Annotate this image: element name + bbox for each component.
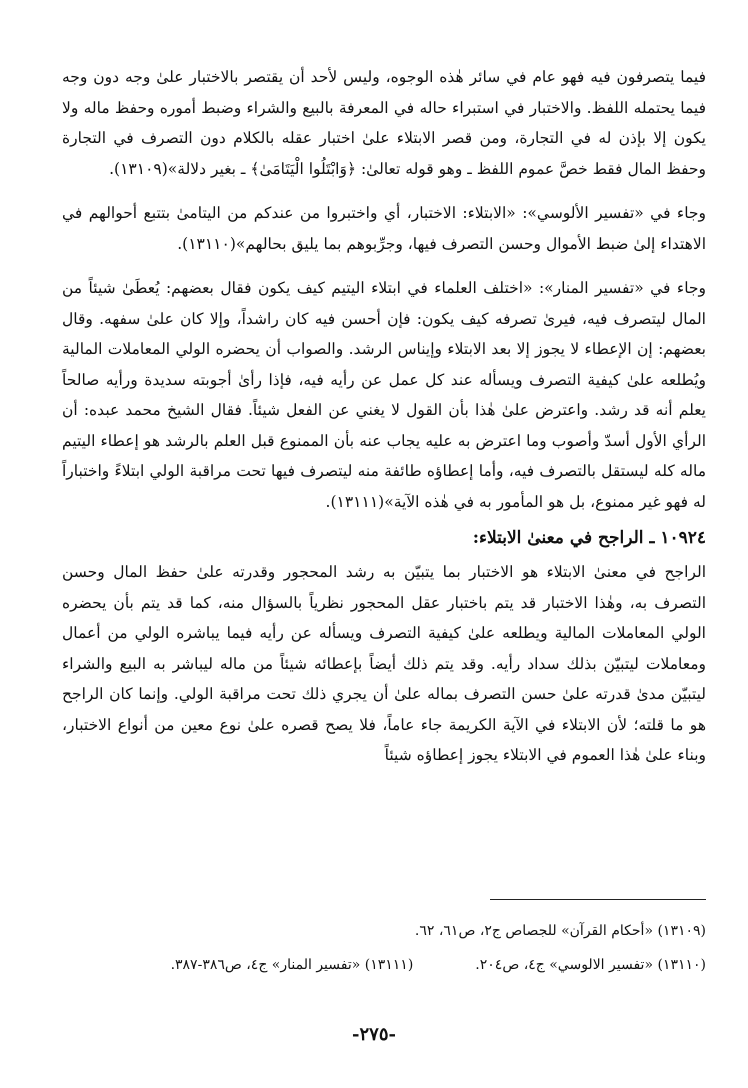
footnote-divider bbox=[490, 899, 706, 900]
paragraph-preferred-opinion: الراجح في معنىٰ الابتلاء هو الاختبار بما يتبيّن به رشد المحجور وقدرته علىٰ حفظ المال وحسن التصرف به، وهٰذا الاختبار قد يتم باختبار عقل المحجور نظرياً بالسؤال منه، كما قد يتم بأن يحضره الولي المعاملات المالية ويطلعه علىٰ كيفية التصرف ويسأله عن رأيه فيما يباشره الولي من أعمال ومعاملات ليتبيّن بذلك سداد رأيه. وقد يتم ذلك أيضاً بإعطائه شيئاً من ماله ليباشر به البيع والشراء ليتبيّن مدىٰ قدرته علىٰ حسن التصرف بماله علىٰ أن يجري ذلك تحت مراقبة الولي. وإنما كان الراجح هو ما قلته؛ لأن الابتلاء في الآية الكريمة جاء عاماً، فلا يصح قصره علىٰ نوع معين من أنواع الاختبار، وبناء علىٰ هٰذا العموم في الابتلاء يجوز إعطاؤه شيئاً bbox=[62, 563, 706, 764]
footnote-row bbox=[62, 948, 706, 982]
section-heading: ١٠٩٢٤ ـ الراجح في معنىٰ الابتلاء: bbox=[472, 528, 706, 548]
paragraph-jassas-quote: فيما يتصرفون فيه فهو عام في سائر هٰذه الوجوه، وليس لأحد أن يقتصر بالاختبار علىٰ وجه دون وجه فيما يحتمله اللفظ. والاختبار في استبراء حاله في المعرفة بالبيع والشراء وضبط أموره وحفظ ماله ولا يكون إلا بإذن له في التجارة، ومن قصر الابتلاء علىٰ اختبار عقله بالكلام دون التصرف في التجارة وحفظ المال فقط خصَّ عموم اللفظ ـ وهو قوله تعالىٰ: ﴿وَابْتَلُوا الْيَتَامَىٰ﴾ ـ بغير دلالة»(١٣١٠٩). bbox=[62, 68, 706, 178]
footnote-2: (١٣١١٠) «تفسير الالوسي» ج٤، ص٢٠٤. bbox=[475, 957, 706, 973]
footnote-3: (١٣١١١) «تفسير المنار» ج٤، ص٣٨٦-٣٨٧. bbox=[170, 957, 414, 973]
paragraph-alusi-quote: وجاء في «تفسير الألوسي»: «الابتلاء: الاختبار، أي واختبروا من عندكم من اليتامىٰ بتتبع أحوالهم في الاهتداء إلىٰ ضبط الأموال وحسن التصرف فيها، وجرِّبوهم بما يليق بحالهم»(١٣١١٠). bbox=[62, 204, 706, 253]
footnote-1: (١٣١٠٩) «أحكام القرآن» للجصاص ج٢، ص٦١، ٦٢. bbox=[414, 923, 706, 939]
page-number: -٢٧٥- bbox=[352, 1024, 396, 1045]
footnotes bbox=[62, 914, 706, 982]
page-body bbox=[62, 62, 706, 771]
paragraph-manar-quote: وجاء في «تفسير المنار»: «اختلف العلماء في ابتلاء اليتيم كيف يكون فقال بعضهم: يُعطَىٰ شيئاً من المال ليتصرف فيه، فيرىٰ تصرفه كيف يكون: فإن أحسن فيه كان راشداً، وإلا كان علىٰ سفهه. وقال بعضهم: إن الإعطاء لا يجوز إلا بعد الابتلاء وإيناس الرشد. والصواب أن يحضره الولي المعاملات المالية ويُطلعه علىٰ كيفية التصرف ويسأله عند كل عمل عن رأيه فيه، فإذا رأىٰ أجوبته سديدة ورأيه صالحاً يعلم أنه قد رشد. واعترض علىٰ هٰذا بأن القول لا يغني عن الفعل شيئاً. فقال الشيخ محمد عبده: أن الرأي الأول أسدّ وأصوب وما اعترض به عليه يجاب عنه بأن الممنوع قبل العلم بالرشد هو إعطاء اليتيم ماله كله ليستقل بالتصرف فيه، وأما إعطاؤه طائفة منه ليتصرف فيها تحت مراقبة الولي ابتلاءً واختباراً له فهو غير ممنوع، بل هو المأمور به في هٰذه الآية»(١٣١١١). bbox=[62, 279, 706, 511]
